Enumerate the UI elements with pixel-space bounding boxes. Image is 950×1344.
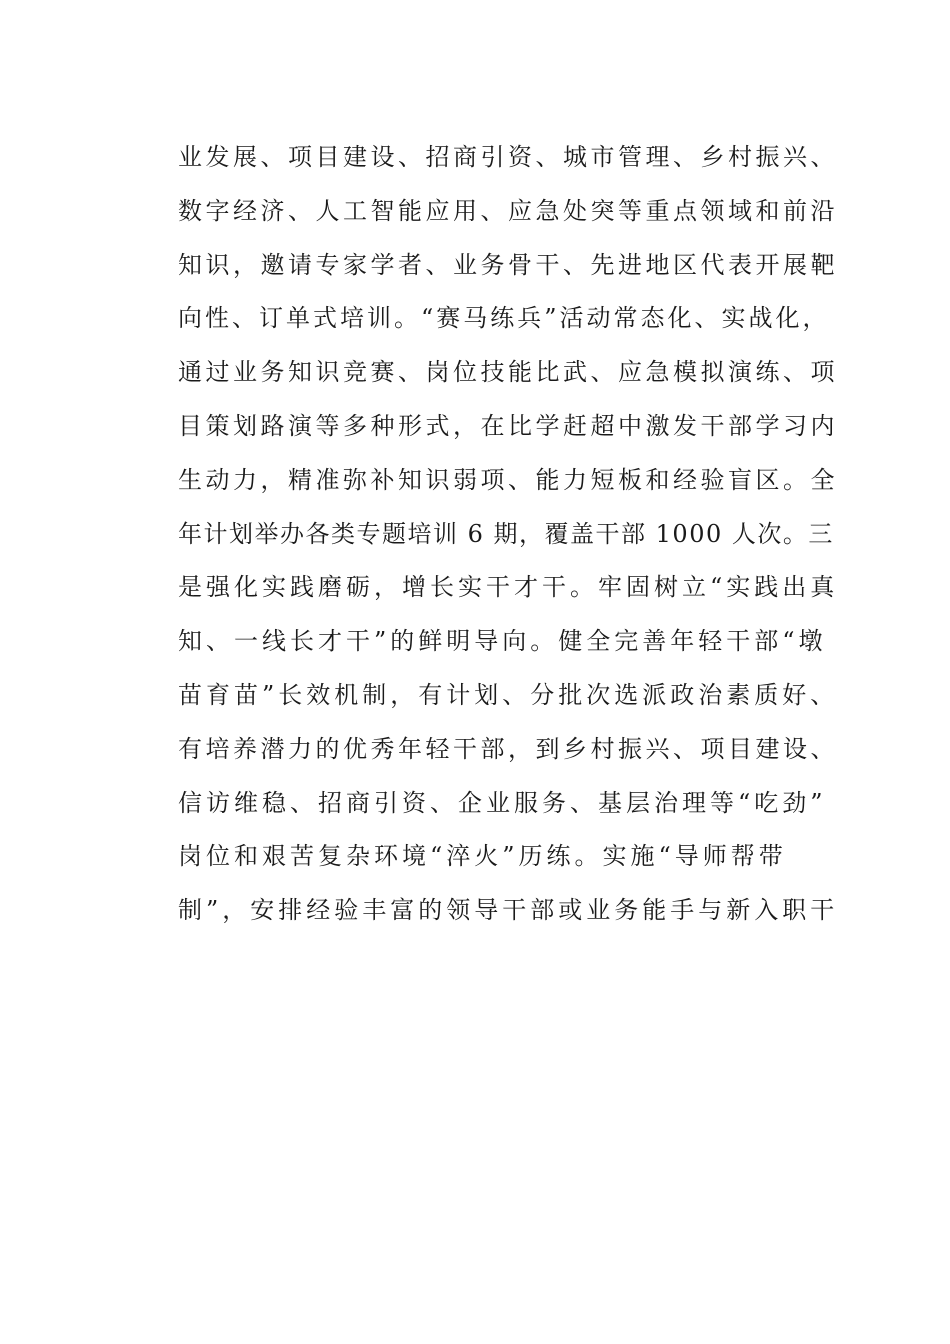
text-line: 制”，安排经验丰富的领导干部或业务能手与新入职干	[178, 896, 839, 925]
text-line: 年计划举办各类专题培训 6 期，覆盖干部 1000 人次。三	[178, 519, 834, 548]
text-line: 有培养潜力的优秀年轻干部，到乡村振兴、项目建设、	[178, 734, 838, 763]
text-line: 通过业务知识竞赛、岗位技能比武、应急模拟演练、项	[178, 358, 838, 387]
text-line: 苗育苗”长效机制，有计划、分批次选派政治素质好、	[178, 680, 839, 709]
text-line: 业发展、项目建设、招商引资、城市管理、乡村振兴、	[178, 143, 838, 171]
text-line: 是强化实践磨砺，增长实干才干。牢固树立“实践出真	[178, 573, 839, 602]
text-line: 生动力，精准弥补知识弱项、能力短板和经验盲区。全	[178, 465, 838, 494]
text-line: 知、一线长才干”的鲜明导向。健全完善年轻干部“墩	[178, 627, 827, 656]
text-line: 知识，邀请专家学者、业务骨干、先进地区代表开展靶	[178, 250, 838, 279]
body-paragraph	[178, 131, 838, 938]
text-line: 岗位和艰苦复杂环境“淬火”历练。实施“导师帮带	[178, 842, 787, 871]
text-line: 目策划路演等多种形式，在比学赶超中激发干部学习内	[178, 411, 838, 440]
text-line: 数字经济、人工智能应用、应急处突等重点领域和前沿	[178, 196, 838, 225]
text-line: 向性、订单式培训。“赛马练兵”活动常态化、实战化，	[178, 304, 830, 333]
text-line: 信访维稳、招商引资、企业服务、基层治理等“吃劲”	[178, 788, 827, 817]
